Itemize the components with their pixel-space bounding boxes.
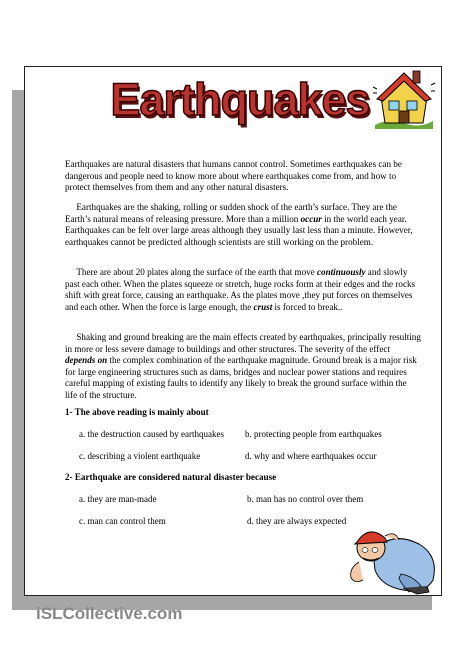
worksheet <box>24 66 442 596</box>
question-2-option-a: a. they are man-made <box>79 494 157 504</box>
question-2-option-b: b. man has no control over them <box>247 494 364 504</box>
paragraph-definition: Earthquakes are the shaking, rolling or sudden shock of the earth’s surface. They are the Earth’s natural means of releasing pressure. More than a million occur in the world each year. Earthquakes can be felt over large areas although they usually last less than a minute. However, earthquakes cannot be predicted although scientists are still working on the problem. <box>65 202 413 247</box>
question-2-option-c: c. man can control them <box>79 516 166 526</box>
question-2-option-d: d. they are always expected <box>247 516 347 526</box>
question-1-option-d: d. why and where earthquakes occur <box>245 451 377 461</box>
page-title: Earthquakes <box>110 74 370 125</box>
question-1-option-c: c. describing a violent earthquake <box>79 451 201 461</box>
question-2: 2- Earthquake are considered natural disaster because <box>65 472 277 482</box>
paragraph-effects: Shaking and ground breaking are the main effects created by earthquakes, principally resulting in more or less severe damage to buildings and other structures. The severity of the effect depends on the complex combination of the earthquake magnitude. Ground break is a major risk for large engineering structures such as dams, bridges and nuclear power stations and requires careful mapping of existing faults to identify any likely to break the ground surface within the life of the structure. <box>65 332 421 400</box>
question-1-option-a: a. the destruction caused by earthquakes <box>79 429 224 439</box>
shaking-house-icon <box>371 67 437 131</box>
paragraph-plates: There are about 20 plates along the surface of the earth that move continuously and slowly past each other. When the plates squeeze or stretch, huge rocks form at their edges and the rocks shift with great force, causing an earthquake. As the plates move ,they put forces on themselves and each other. When the force is large enough, the crust is forced to break.. <box>65 267 416 312</box>
crouching-worker-icon <box>343 522 441 596</box>
question-1: 1- The above reading is mainly about <box>65 407 209 417</box>
paragraph-intro: Earthquakes are natural disasters that humans cannot control. Sometimes earthquakes can be dangerous and people need to know more about where earthquakes come from, and how to protect themselves from them and any other natural disasters. <box>65 159 402 193</box>
site-watermark: iSLCollective.com <box>36 604 183 623</box>
question-1-option-b: b. protecting people from earthquakes <box>245 429 382 439</box>
